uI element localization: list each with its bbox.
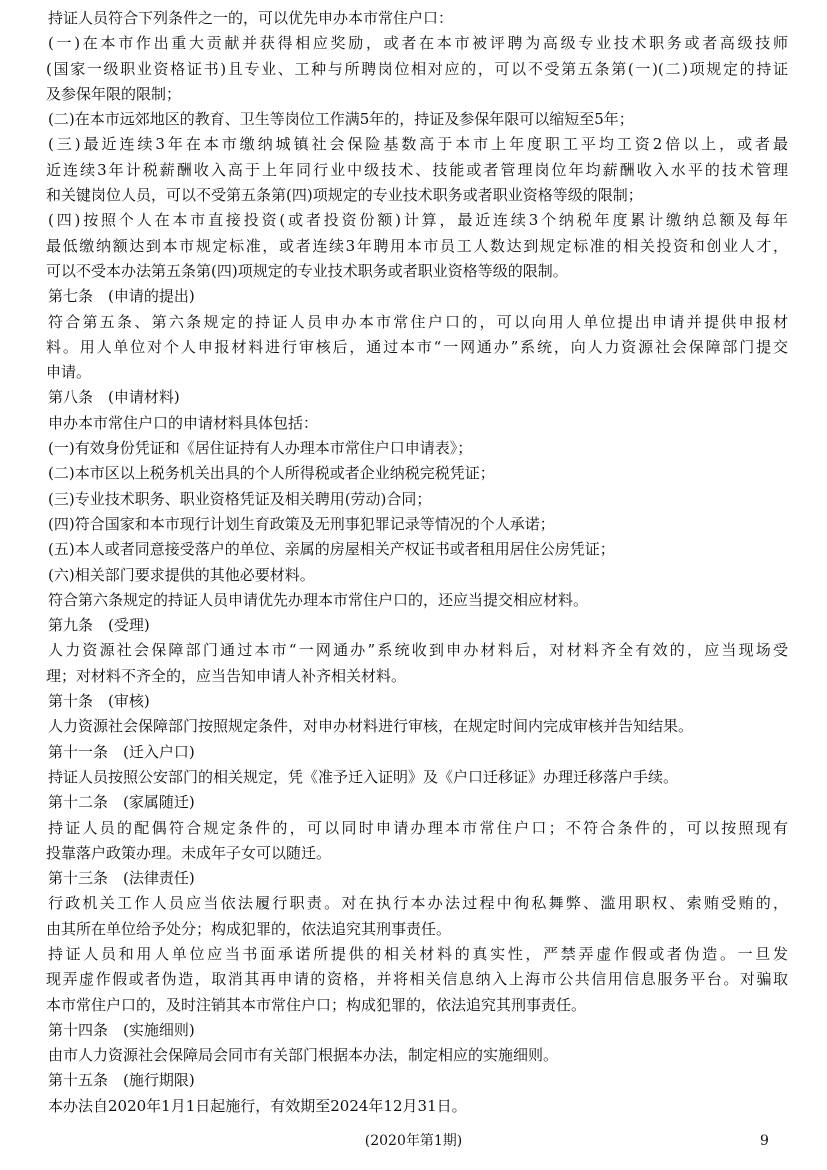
text-line: (六)相关部门要求提供的其他必要材料。 (48, 565, 315, 584)
text-line: 第八条 (申请材料) (48, 388, 180, 407)
text-line: (二)在本市远郊地区的教育、卫生等岗位工作满5年的，持证及参保年限可以缩短至5年； (48, 110, 634, 129)
text-line: 最低缴纳额达到本市规定标准，或者连续3年聘用本市员工人数达到规定标准的相关投资和创业人才， (46, 236, 788, 255)
text-line: 第九条 (受理) (48, 616, 150, 635)
text-line: (四)按照个人在本市直接投资(或者投资份额)计算，最近连续3个纳税年度累计缴纳总额及每年 (48, 211, 788, 230)
text-line: (二)本市区以上税务机关出具的个人所得税或者企业纳税完税凭证； (48, 464, 495, 483)
text-line: 符合第五条、第六条规定的持证人员申办本市常住户口的，可以向用人单位提出申请并提供申报材 (48, 312, 788, 331)
text-line: 第十二条 (家属随迁) (48, 793, 195, 812)
text-line: 由市人力资源社会保障局会同市有关部门根据本办法，制定相应的实施细则。 (48, 1046, 559, 1065)
text-line: 本办法自2020年1月1日起施行，有效期至2024年12月31日。 (48, 1096, 467, 1115)
text-line: 持证人员的配偶符合规定条件的，可以同时申请办理本市常住户口；不符合条件的，可以按照现有 (48, 818, 788, 837)
text-line: 持证人员按照公安部门的相关规定，凭《准予迁入证明》及《户口迁移证》办理迁移落户手续。 (48, 767, 679, 786)
text-line: (国家一级职业资格证书)且专业、工种与所聘岗位相对应的，可以不受第五条第(一)(二)项规定的持证 (46, 59, 788, 78)
page-number: 9 (760, 1133, 769, 1149)
text-line: 投靠落户政策办理。未成年子女可以随迁。 (46, 843, 332, 862)
text-line: 及参保年限的限制； (46, 84, 182, 103)
text-line: 第十三条 (法律责任) (48, 869, 195, 888)
text-line: 持证人员和用人单位应当书面承诺所提供的相关材料的真实性，严禁弄虚作假或者伪造。一旦发 (48, 944, 788, 963)
text-line: 第十四条 (实施细则) (48, 1020, 195, 1039)
text-line: 现弄虚作假或者伪造，取消其再申请的资格，并将相关信息纳入上海市公共信用信息服务平台。对骗取 (46, 970, 788, 989)
text-line: 符合第六条规定的持证人员申请优先办理本市常住户口的，还应当提交相应材料。 (48, 590, 589, 609)
text-line: (五)本人或者同意接受落户的单位、亲属的房屋相关产权证书或者租用居住公房凭证； (48, 540, 615, 559)
text-line: 持证人员符合下列条件之一的，可以优先申办本市常住户口： (48, 9, 454, 27)
text-line: 由其所在单位给予处分；构成犯罪的，依法追究其刑事责任。 (46, 919, 452, 938)
text-line: (三)专业技术职务、职业资格凭证及相关聘用(劳动)合同； (48, 489, 432, 508)
text-line: 本市常住户口的，及时注销其本市常住户口；构成犯罪的，依法追究其刑事责任。 (46, 995, 587, 1014)
text-line: 申请。 (46, 363, 92, 382)
text-line: (一)在本市作出重大贡献并获得相应奖励，或者在本市被评聘为高级专业技术职务或者高级技师 (48, 34, 788, 53)
text-line: 近连续3年计税薪酬收入高于上年同行业中级技术、技能或者管理岗位年均薪酬收入水平的技术管理 (46, 160, 788, 179)
text-line: 料。用人单位对个人申报材料进行审核后，通过本市“一网通办”系统，向人力资源社会保障部门提交 (46, 337, 788, 356)
text-line: 理；对材料不齐全的，应当告知申请人补齐相关材料。 (46, 666, 407, 685)
text-line: (一)有效身份凭证和《居住证持有人办理本市常住户口申请表》； (48, 439, 473, 458)
text-line: (三)最近连续3年在本市缴纳城镇社会保险基数高于本市上年度职工平均工资2倍以上，或者最 (48, 135, 788, 154)
text-line: 第十条 (审核) (48, 692, 150, 711)
text-line: 和关键岗位人员，可以不受第五条第(四)项规定的专业技术职务或者职业资格等级的限制； (46, 186, 643, 205)
text-line: 第十一条 (迁入户口) (48, 742, 195, 761)
text-line: 人力资源社会保障部门通过本市“一网通办”系统收到申办材料后，对材料齐全有效的，应当现场受 (48, 641, 788, 660)
document-body (46, 6, 788, 1119)
text-line: (四)符合国家和本市现行计划生育政策及无刑事犯罪记录等情况的个人承诺； (48, 514, 555, 533)
footer-issue: (2020年第1期) (364, 1133, 463, 1149)
text-line: 申办本市常住户口的申请材料具体包括： (48, 413, 319, 432)
text-line: 人力资源社会保障部门按照规定条件，对申办材料进行审核，在规定时间内完成审核并告知结果。 (48, 717, 694, 736)
text-line: 第七条 (申请的提出) (48, 287, 195, 306)
text-line: 行政机关工作人员应当依法履行职责。对在执行本办法过程中徇私舞弊、滥用职权、索贿受贿的， (48, 894, 788, 913)
text-line: 可以不受本办法第五条第(四)项规定的专业技术职务或者职业资格等级的限制。 (46, 261, 568, 280)
text-line: 第十五条 (施行期限) (48, 1071, 195, 1090)
